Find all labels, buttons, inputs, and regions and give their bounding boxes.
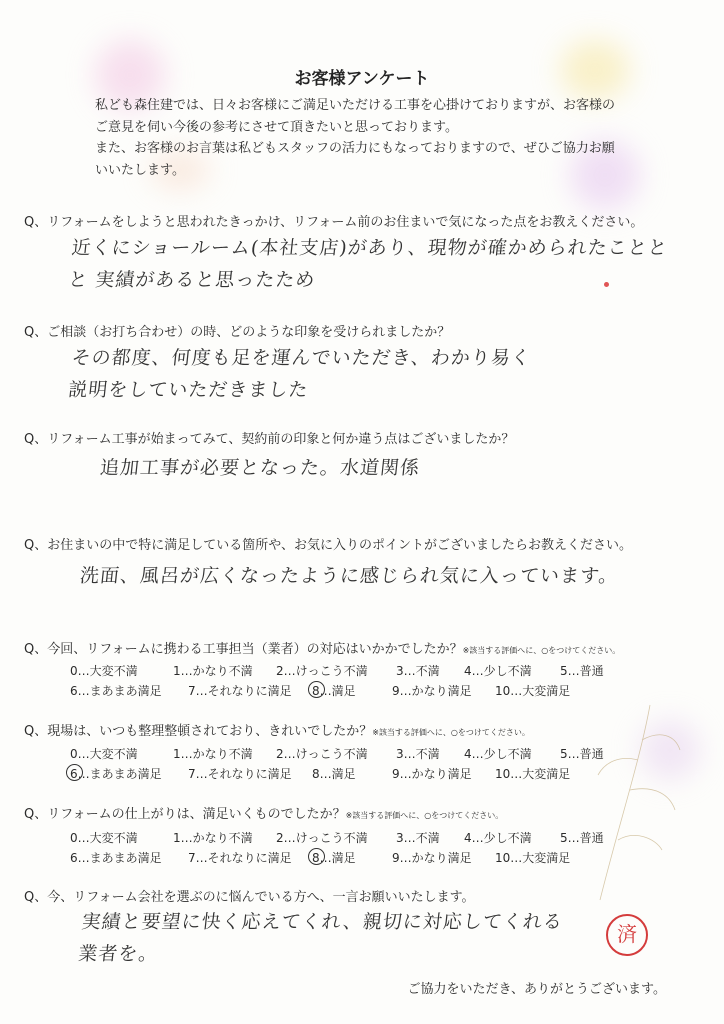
floral-sketch-decoration bbox=[580, 700, 690, 910]
scale-row bbox=[70, 745, 630, 765]
scale-option: 8…満足 bbox=[312, 767, 356, 781]
final-answer bbox=[77, 906, 604, 970]
rating-note: ※該当する評価へに、○をつけてください。 bbox=[372, 728, 530, 737]
scale-option: 10…大変満足 bbox=[495, 767, 571, 781]
scale-option: 2…けっこう不満 bbox=[276, 747, 368, 761]
scale-option: 10…大変満足 bbox=[495, 851, 571, 865]
scale-option: 7…それなりに満足 bbox=[188, 684, 292, 698]
scale-option: 6…まあまあ満足 bbox=[70, 684, 162, 698]
scale-option: 5…普通 bbox=[560, 831, 604, 845]
question-1: Q、リフォームをしようと思われたきっかけ、リフォーム前のお住まいで気になった点をお教えください。 bbox=[24, 215, 644, 230]
answer-2 bbox=[67, 342, 694, 406]
scale-option: 7…それなりに満足 bbox=[188, 767, 292, 781]
scale-option: 1…かなり不満 bbox=[173, 747, 253, 761]
scale-row bbox=[70, 765, 630, 785]
question-3: Q、リフォーム工事が始まってみて、契約前の印象と何か違う点はございましたか？ bbox=[24, 432, 515, 447]
scale-option: 2…けっこう不満 bbox=[276, 831, 368, 845]
intro-line: いいたします。 bbox=[95, 162, 185, 178]
scale-option-selected: 6…まあまあ満足 bbox=[70, 767, 162, 781]
question-4: Q、お住まいの中で特に満足している箇所や、お気に入りのポイントがございましたらお教えください。 bbox=[24, 538, 632, 553]
answer-4 bbox=[78, 560, 701, 592]
rating-question-text: Q、今回、リフォームに携わる工事担当（業者）の対応はいかかでしたか？ bbox=[24, 642, 463, 657]
answer-line: 説明をしていただきました bbox=[67, 379, 310, 401]
answer-line: その都度、何度も足を運んでいただき、わかり易く bbox=[70, 347, 533, 369]
scale-option-selected: 8…満足 bbox=[312, 684, 356, 698]
answer-1 bbox=[67, 232, 694, 296]
rating-question-text: Q、現場は、いつも整理整頓されており、きれいでしたか？ bbox=[24, 724, 373, 739]
checked-stamp: 済 bbox=[606, 914, 648, 956]
scale-option: 3…不満 bbox=[396, 831, 440, 845]
scale-option: 4…少し不満 bbox=[464, 831, 532, 845]
scale-option: 3…不満 bbox=[396, 747, 440, 761]
final-question: Q、今、リフォーム会社を選ぶのに悩んでいる方へ、一言お願いいたします。 bbox=[24, 890, 475, 905]
answer-line: 洗面、風呂が広くなったように感じられ気に入っています。 bbox=[78, 565, 620, 587]
answer-line: 追加工事が必要となった。水道関係 bbox=[98, 457, 422, 479]
answer-line: 業者を。 bbox=[77, 943, 160, 965]
rating-note: ※該当する評価へに、○をつけてください。 bbox=[462, 646, 621, 655]
scale-option: 9…かなり満足 bbox=[392, 851, 472, 865]
rating-scale-1 bbox=[70, 662, 630, 702]
scale-option: 10…大変満足 bbox=[495, 684, 571, 698]
rating-question-1 bbox=[24, 638, 704, 657]
scale-option: 0…大変不満 bbox=[70, 831, 138, 845]
intro-line: また、お客様のお言葉は私どもスタッフの活力にもなっておりますので、ぜひご協力お願 bbox=[95, 141, 615, 156]
intro-line: 私ども森住建では、日々お客様にご満足いただける工事を心掛けておりますが、お客様の bbox=[95, 98, 616, 113]
scale-option: 7…それなりに満足 bbox=[188, 851, 292, 865]
rating-note: ※該当する評価へに、○をつけてください。 bbox=[345, 811, 504, 820]
scale-option-selected: 8…満足 bbox=[312, 851, 356, 865]
answer-3 bbox=[98, 452, 721, 484]
page-title: お客様アンケート bbox=[294, 69, 430, 89]
scale-option: 9…かなり満足 bbox=[392, 684, 472, 698]
intro-line: ご意見を伺い今後の参考にさせて頂きたいと思っております。 bbox=[95, 119, 458, 135]
scale-option: 3…不満 bbox=[396, 664, 440, 678]
scale-option: 4…少し不満 bbox=[464, 664, 532, 678]
scale-option: 0…大変不満 bbox=[70, 664, 138, 678]
scale-option: 5…普通 bbox=[560, 664, 604, 678]
answer-line: と 実績があると思ったため bbox=[67, 269, 317, 291]
scale-row bbox=[70, 829, 630, 849]
scale-option: 0…大変不満 bbox=[70, 747, 138, 761]
scale-option: 4…少し不満 bbox=[464, 747, 532, 761]
scale-row bbox=[70, 662, 630, 682]
thank-you-footer: ご協力をいただき、ありがとうございます。 bbox=[407, 982, 666, 997]
scale-option: 5…普通 bbox=[560, 747, 604, 761]
red-mark bbox=[604, 282, 609, 287]
scale-option: 1…かなり不満 bbox=[173, 831, 253, 845]
scale-option: 2…けっこう不満 bbox=[276, 664, 368, 678]
scale-option: 1…かなり不満 bbox=[173, 664, 253, 678]
scale-row bbox=[70, 682, 630, 702]
scale-option: 6…まあまあ満足 bbox=[70, 851, 162, 865]
scale-option: 9…かなり満足 bbox=[392, 767, 472, 781]
intro-text bbox=[95, 95, 675, 181]
answer-line: 実績と要望に快く応えてくれ、親切に対応してくれる bbox=[80, 911, 564, 933]
question-2: Q、ご相談（お打ち合わせ）の時、どのような印象を受けられましたか？ bbox=[24, 325, 451, 340]
rating-scale-2 bbox=[70, 745, 630, 785]
scale-row bbox=[70, 849, 630, 869]
rating-scale-3 bbox=[70, 829, 630, 869]
rating-question-text: Q、リフォームの仕上がりは、満足いくものでしたか？ bbox=[24, 807, 346, 822]
answer-line: 近くにショールーム(本社支店)があり、現物が確かめられたことと bbox=[70, 237, 669, 259]
